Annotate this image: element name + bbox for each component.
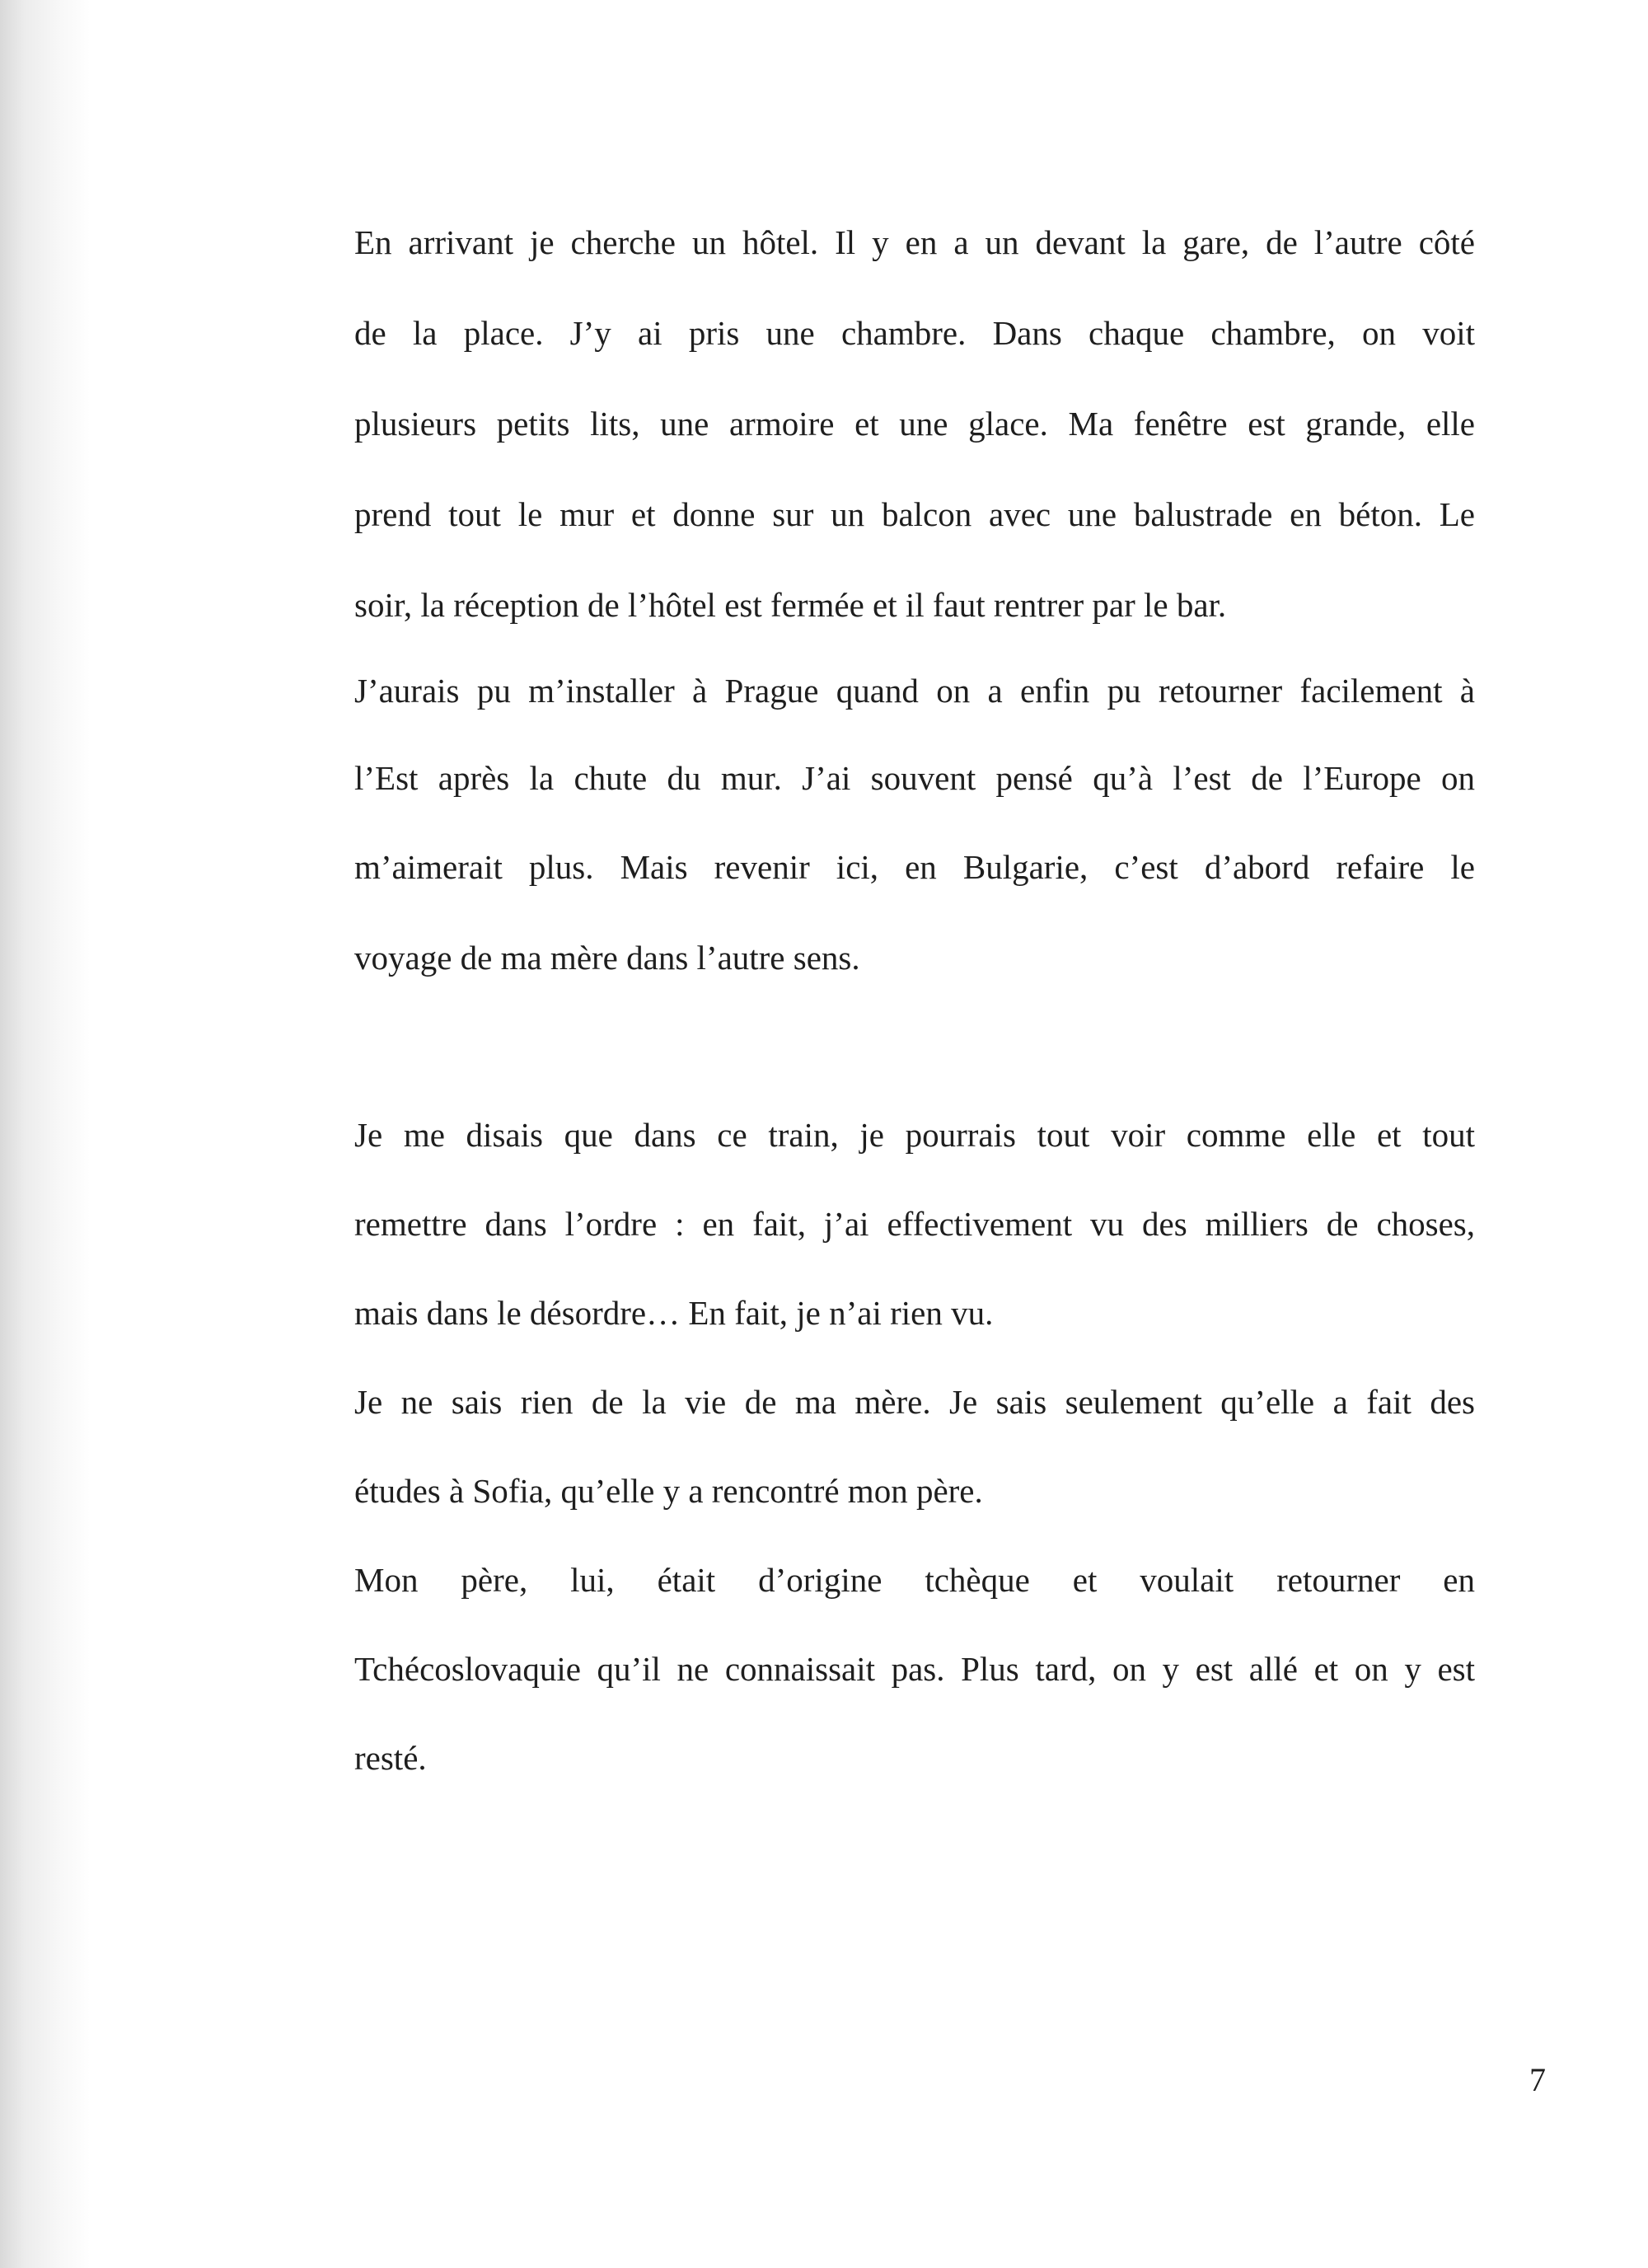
text-line: soir, la réception de l’hôtel est fermée et il faut rentrer par le bar. <box>354 586 1227 624</box>
text-line: remettre dans l’ordre : en fait, j’ai effectivement vu des milliers de choses, <box>354 1205 1475 1243</box>
text-line: études à Sofia, qu’elle y a rencontré mon père. <box>354 1472 983 1510</box>
text-line: voyage de ma mère dans l’autre sens. <box>354 939 860 977</box>
text-line: mais dans le désordre… En fait, je n’ai rien vu. <box>354 1294 994 1332</box>
text-line: Je ne sais rien de la vie de ma mère. Je sais seulement qu’elle a fait des <box>354 1383 1475 1421</box>
text-line: resté. <box>354 1739 427 1777</box>
text-line: Je me disais que dans ce train, je pourrais tout voir comme elle et tout <box>354 1116 1475 1154</box>
scan-shadow-edge <box>0 0 91 2268</box>
text-line: plusieurs petits lits, une armoire et une glace. Ma fenêtre est grande, elle <box>354 405 1475 443</box>
text-line: En arrivant je cherche un hôtel. Il y en a un devant la gare, de l’autre côté <box>354 223 1475 261</box>
text-line: Tchécoslovaquie qu’il ne connaissait pas. Plus tard, on y est allé et on y est <box>354 1650 1475 1688</box>
text-line: prend tout le mur et donne sur un balcon avec une balustrade en béton. Le <box>354 495 1475 533</box>
text-line: J’aurais pu m’installer à Prague quand on a enfin pu retourner facilement à <box>354 672 1475 710</box>
page-number: 7 <box>1529 2061 1546 2098</box>
text-line: m’aimerait plus. Mais revenir ici, en Bulgarie, c’est d’abord refaire le <box>354 848 1475 886</box>
text-line: Mon père, lui, était d’origine tchèque et voulait retourner en <box>354 1561 1475 1599</box>
text-line: l’Est après la chute du mur. J’ai souvent pensé qu’à l’est de l’Europe on <box>354 759 1475 797</box>
text-line: de la place. J’y ai pris une chambre. Dans chaque chambre, on voit <box>354 314 1475 352</box>
